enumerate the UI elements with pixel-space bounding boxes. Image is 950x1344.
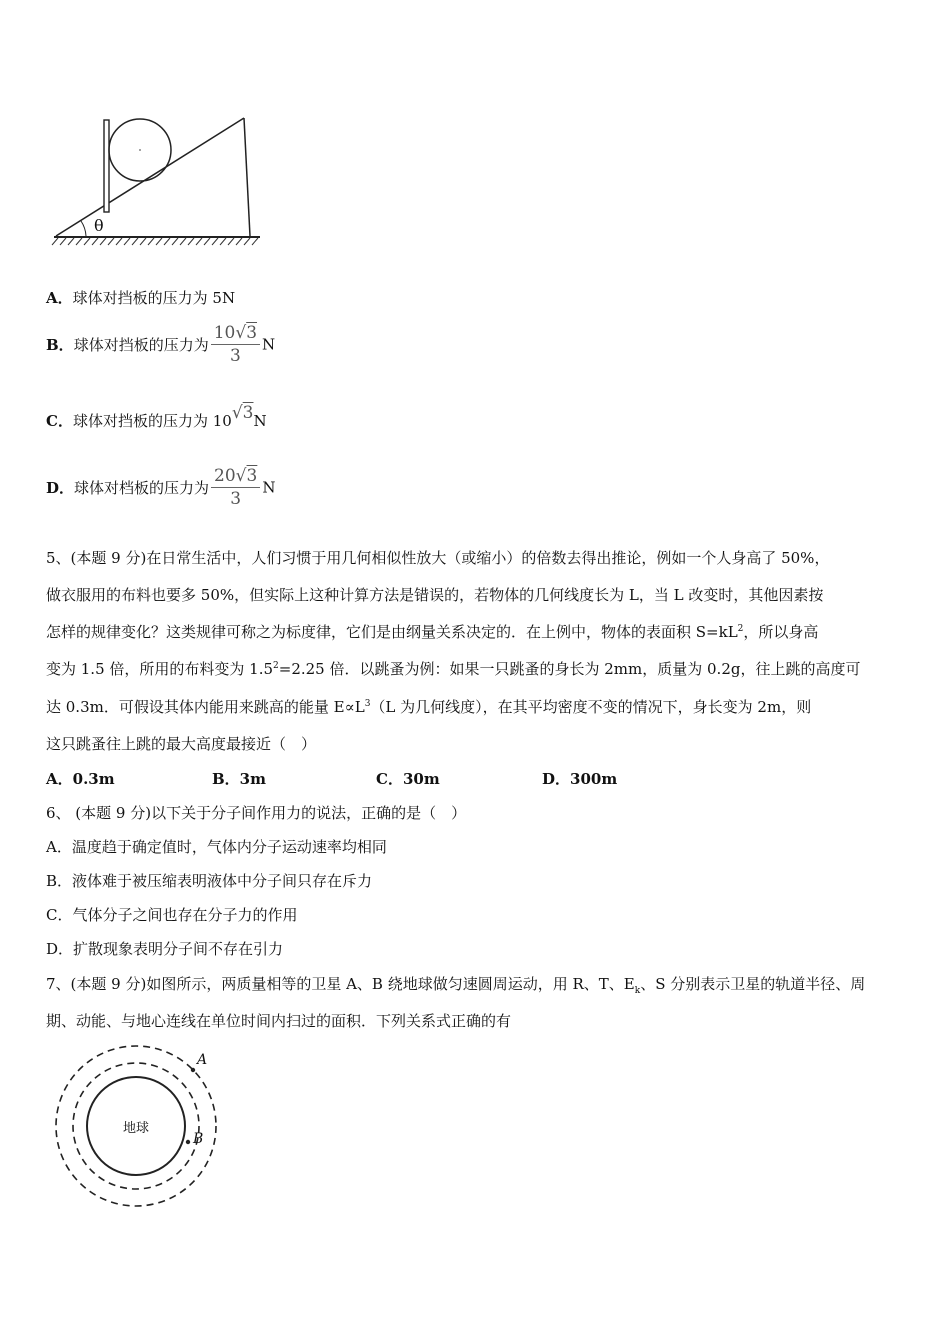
- angle-theta-label: θ: [94, 216, 104, 235]
- q5-line-6: 这只跳蚤往上跳的最大高度最接近（ ）: [46, 735, 317, 753]
- option-c-text: 球体对挡板的压力为 10: [72, 412, 232, 430]
- option-d-radicand: 3: [246, 466, 258, 486]
- satellite-b-label: B: [193, 1131, 204, 1147]
- q7-line-1-b: 、S 分别表示卫星的轨道半径、周: [640, 975, 866, 993]
- option-c-radicand: 3: [242, 403, 254, 423]
- option-a-label: A．: [46, 289, 73, 307]
- q5-line-4: [46, 658, 860, 679]
- q5-options: [46, 768, 617, 789]
- q5-line-3-b: ，所以身高: [743, 623, 819, 641]
- q5-line-5-sup: 3: [364, 699, 371, 709]
- q5-line-4-b: =2.25 倍．以跳蚤为例：如果一只跳蚤的身长为 2mm，质量为 0.2g，往上跳的高度可: [278, 660, 861, 678]
- q5-line-3: [46, 621, 818, 642]
- option-d-denominator: 3: [230, 489, 242, 509]
- q7-line-1: [46, 973, 865, 996]
- q5-line-3-sup: 2: [737, 624, 744, 634]
- incline-ball-figure: [48, 100, 268, 250]
- option-b-radicand: 3: [246, 323, 258, 343]
- option-c-label: C．: [46, 412, 73, 430]
- option-b-numerator: 10: [213, 323, 236, 343]
- option-b-text: 球体对挡板的压力为: [73, 336, 209, 354]
- q4-option-b: [46, 322, 275, 367]
- q5-line-3-a: 怎样的规律变化？这类规律可称之为标度律，它们是由纲量关系决定的．在上例中，物体的表面积 S=kL: [46, 623, 738, 641]
- q4-option-a: [46, 287, 235, 308]
- q5-option-d: D．300m: [542, 770, 618, 788]
- earth-label: 地球: [123, 1121, 150, 1136]
- q5-line-5: [46, 696, 811, 717]
- q5-option-c: C．30m: [376, 770, 440, 788]
- option-d-fraction: $\frac{20√3}{3}$: [211, 465, 260, 510]
- q5-line-2: 做衣服用的布料也要多 50%，但实际上这种计算方法是错误的，若物体的几何线度长为 L，当 L 改变时，其他因素按: [46, 586, 824, 604]
- q4-option-c: [46, 403, 267, 431]
- q5-line-5-b: （L 为几何线度），在其平均密度不变的情况下，身长变为 2m，则: [370, 698, 812, 716]
- option-c-unit: N: [253, 412, 267, 430]
- option-b-fraction: $\frac{10√3}{3}$: [211, 322, 260, 367]
- option-b-denominator: 3: [229, 346, 241, 366]
- option-d-unit: N: [262, 478, 276, 497]
- option-b-label: B．: [46, 336, 74, 354]
- option-c-sqrt: √3: [231, 403, 254, 423]
- q5-line-1: 5、(本题 9 分)在日常生活中，人们习惯于用几何相似性放大（或缩小）的倍数去得出推论，例如一个人身高了 50%，: [46, 549, 830, 567]
- q5-option-b: B．3m: [212, 770, 266, 788]
- q7-line-1-sub: k: [634, 986, 641, 996]
- satellite-a-label: A: [197, 1052, 208, 1068]
- q5-line-5-a: 达 0.3m．可假设其体内能用来跳高的能量 E∝L: [46, 698, 365, 716]
- q6-option-a: A．温度趋于确定值时，气体内分子运动速率均相同: [46, 838, 387, 856]
- q6-option-d: D．扩散现象表明分子间不存在引力: [46, 940, 284, 958]
- q6-option-c: C．气体分子之间也存在分子力的作用: [46, 906, 298, 924]
- q6-stem: 6、 (本题 9 分)以下关于分子间作用力的说法，正确的是（ ）: [46, 804, 467, 822]
- q7-line-2: 期、动能、与地心连线在单位时间内扫过的面积．下列关系式正确的有: [46, 1012, 512, 1030]
- option-d-numerator: 20: [214, 466, 236, 486]
- q7-line-1-a: 7、(本题 9 分)如图所示，两质量相等的卫星 A、B 绕地球做匀速圆周运动，用 R、T、E: [46, 975, 635, 993]
- q5-line-4-sup: 2: [273, 661, 279, 671]
- option-a-text: 球体对挡板的压力为 5N: [72, 289, 236, 307]
- option-d-text: 球体对档板的压力为: [74, 479, 210, 497]
- option-d-label: D．: [46, 479, 75, 497]
- q5-option-a: A．0.3m: [46, 770, 115, 788]
- option-b-unit: N: [262, 335, 276, 354]
- q4-option-d: [46, 465, 275, 510]
- q6-option-b: B．液体难于被压缩表明液体中分子间只存在斥力: [46, 872, 373, 890]
- q5-line-4-a: 变为 1.5 倍，所用的布料变为 1.5: [46, 660, 274, 678]
